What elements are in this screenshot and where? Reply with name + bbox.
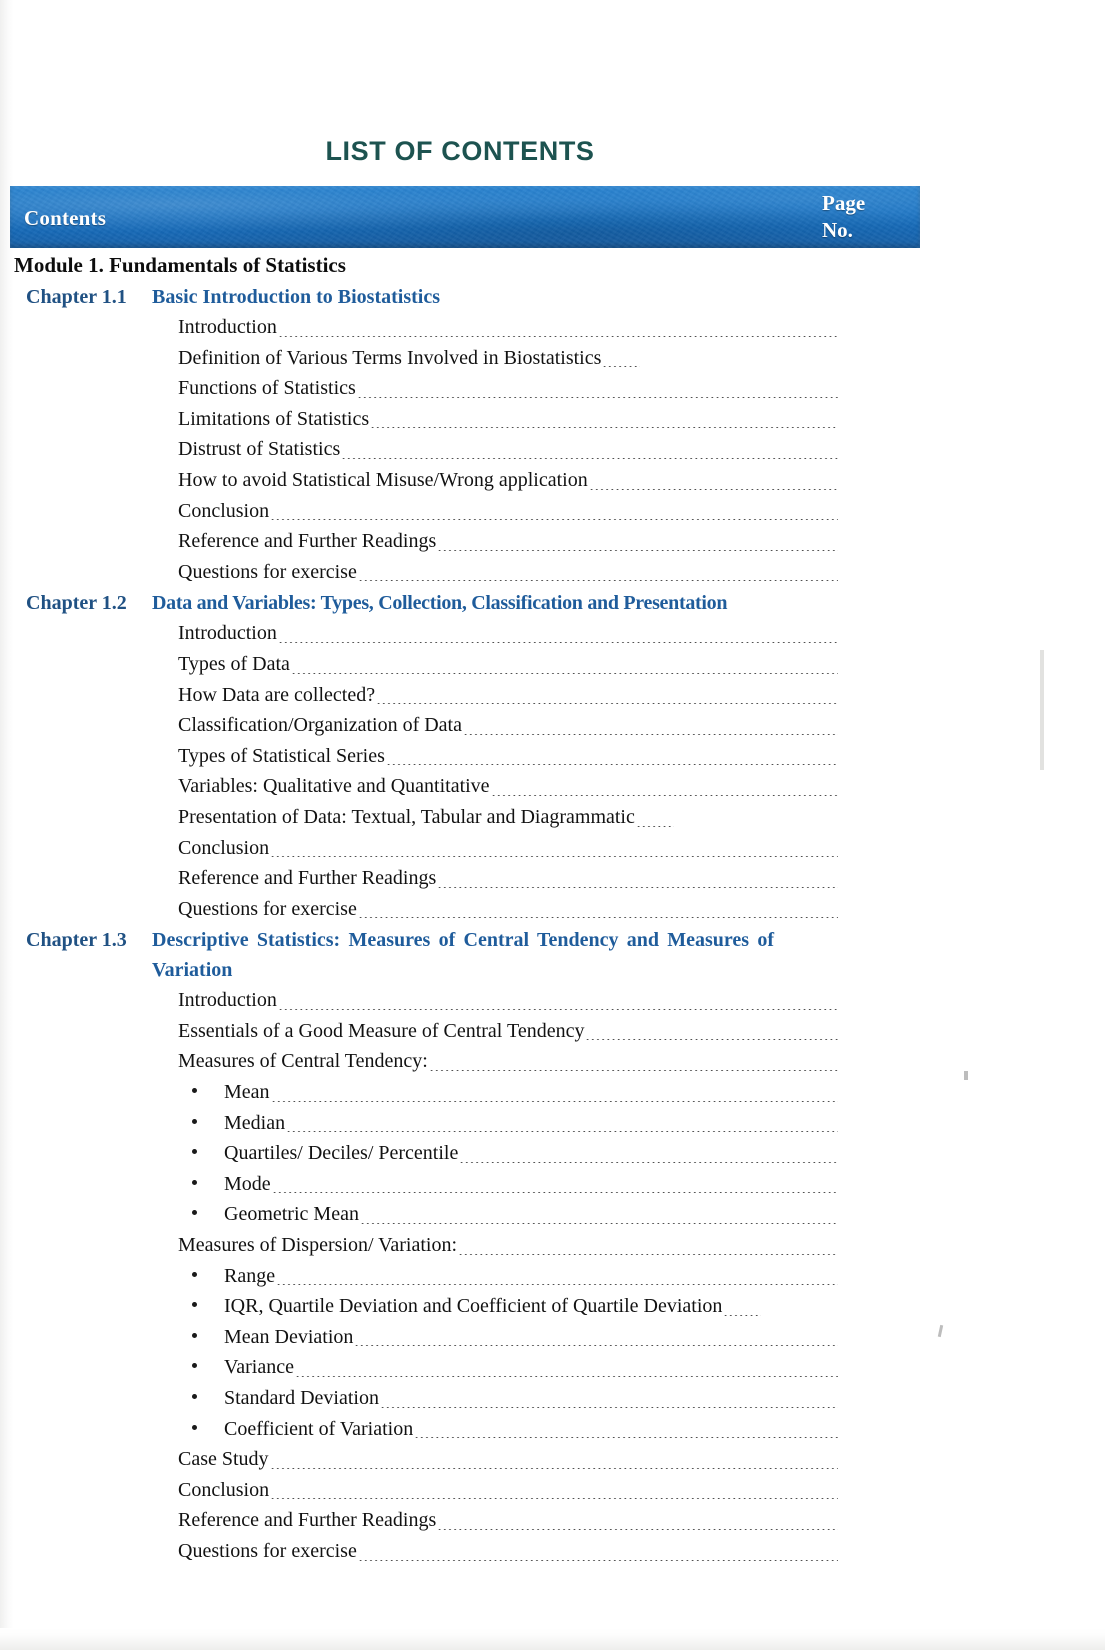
dot-leader — [723, 1315, 761, 1316]
chapter-list — [0, 282, 920, 1567]
dot-leader — [585, 1039, 838, 1040]
toc-entry[interactable] — [178, 1475, 838, 1506]
dot-leader — [276, 1284, 838, 1285]
toc-entry-label: Questions for exercise — [178, 897, 357, 920]
header-band-texture — [10, 186, 920, 248]
toc-sub-entry[interactable] — [178, 1352, 838, 1383]
toc-sub-entry[interactable] — [178, 1322, 838, 1353]
toc-entry-label: Conclusion — [178, 1478, 270, 1501]
dot-leader — [437, 550, 838, 551]
toc-entry-label: Distrust of Statistics — [178, 438, 341, 461]
toc-entry-label: Types of Statistical Series — [178, 744, 385, 767]
dot-leader — [636, 826, 674, 827]
toc-entry-label: Presentation of Data: Textual, Tabular and Diagrammatic — [178, 805, 635, 828]
dot-leader — [602, 366, 640, 367]
dot-leader — [272, 1192, 838, 1193]
toc-sub-entry[interactable] — [178, 1108, 838, 1139]
toc-entry[interactable] — [178, 833, 838, 864]
toc-entry[interactable] — [178, 373, 838, 404]
toc-entry-label: Quartiles/ Deciles/ Percentile — [224, 1142, 459, 1165]
chapter-entry-list — [178, 985, 838, 1566]
bullet-icon — [192, 1149, 197, 1154]
toc-entry-label: Questions for exercise — [178, 560, 357, 583]
toc-entry[interactable] — [178, 894, 838, 925]
chapter-label[interactable]: Chapter 1.1 — [26, 286, 127, 308]
toc-entry-label: Measures of Central Tendency: — [178, 1050, 428, 1073]
toc-entry-label: Classification/Organization of Data — [178, 714, 462, 737]
toc-entry-label: Variables: Qualitative and Quantitative — [178, 775, 490, 798]
bullet-icon — [192, 1210, 197, 1215]
toc-entry[interactable] — [178, 863, 838, 894]
dot-leader — [278, 1009, 838, 1010]
dot-leader — [459, 1162, 838, 1163]
toc-entry-label: Standard Deviation — [224, 1387, 379, 1409]
toc-entry-label: Questions for exercise — [178, 1539, 357, 1562]
toc-entry[interactable] — [178, 343, 838, 374]
toc-entry[interactable] — [178, 1230, 838, 1261]
dot-leader — [270, 519, 838, 520]
toc-entry-label: Conclusion — [178, 499, 270, 522]
dot-leader — [271, 1101, 838, 1102]
toc-entry-label: Types of Data — [178, 652, 290, 675]
toc-sub-entry[interactable] — [178, 1199, 838, 1230]
dot-leader — [437, 887, 838, 888]
header-page-number-label — [822, 190, 912, 244]
dot-leader — [295, 1376, 838, 1377]
toc-entry[interactable] — [178, 771, 838, 802]
toc-entry[interactable] — [178, 710, 838, 741]
chapter-heading-row — [0, 925, 920, 985]
dot-leader — [357, 397, 838, 398]
dot-leader — [270, 856, 838, 857]
chapter-block — [0, 588, 920, 924]
toc-entry-label: Mean Deviation — [224, 1325, 354, 1348]
toc-entry-label: Introduction — [178, 316, 277, 338]
toc-entry[interactable] — [178, 1505, 838, 1536]
toc-entry-label: Mean — [224, 1081, 270, 1104]
toc-sub-entry[interactable] — [178, 1261, 838, 1292]
dot-leader — [354, 1345, 838, 1346]
module-heading: Module 1. Fundamentals of Statistics — [14, 253, 346, 277]
toc-entry[interactable] — [178, 434, 838, 465]
chapter-block — [0, 282, 920, 587]
dot-leader — [278, 642, 838, 643]
chapter-label[interactable]: Chapter 1.3 — [26, 929, 127, 952]
dot-leader — [414, 1437, 838, 1438]
toc-entry-label: Range — [224, 1264, 276, 1287]
chapter-title[interactable]: Basic Introduction to Biostatistics — [152, 286, 440, 308]
chapter-label[interactable]: Chapter 1.2 — [26, 592, 127, 615]
page-title: LIST OF CONTENTS — [325, 136, 595, 166]
bullet-icon — [192, 1333, 197, 1338]
dot-leader — [380, 1407, 838, 1408]
toc-entry-label: Case Study — [178, 1448, 269, 1471]
toc-sub-entry[interactable] — [178, 1383, 838, 1414]
dot-leader — [270, 1468, 838, 1469]
toc-sub-entry[interactable] — [178, 1077, 838, 1108]
chapter-heading-row — [0, 588, 920, 618]
toc-entry-label: Functions of Statistics — [178, 377, 356, 400]
scan-edge-artifact-bottom — [0, 1628, 1105, 1650]
header-page-label-line1: Page — [822, 191, 866, 215]
toc-entry-label: Introduction — [178, 622, 277, 645]
dot-leader — [458, 1254, 838, 1255]
toc-entry[interactable] — [178, 557, 838, 588]
dot-leader — [341, 458, 838, 459]
dot-leader — [437, 1529, 838, 1530]
toc-entry[interactable] — [178, 649, 838, 680]
toc-entry[interactable] — [178, 802, 838, 833]
header-page-label-line2: No. — [822, 218, 853, 242]
toc-entry-label: Mode — [224, 1172, 271, 1195]
dot-leader — [376, 703, 838, 704]
toc-entry-label: Coefficient of Variation — [224, 1417, 414, 1440]
chapter-block — [0, 925, 920, 1566]
dot-leader — [360, 1223, 838, 1224]
toc-entry-label: How Data are collected? — [178, 683, 376, 706]
toc-sub-entry[interactable] — [178, 1414, 838, 1445]
bullet-icon — [192, 1088, 197, 1093]
toc-entry-label: Reference and Further Readings — [178, 867, 437, 890]
bullet-icon — [192, 1180, 197, 1185]
scan-speck — [964, 1071, 968, 1080]
bullet-icon — [192, 1119, 197, 1124]
dot-leader — [291, 673, 838, 674]
chapter-title[interactable]: Data and Variables: Types, Collection, Classification and Presentation — [152, 592, 728, 615]
scan-speck — [938, 1325, 943, 1337]
toc-entry-label: Reference and Further Readings — [178, 1509, 437, 1532]
chapter-heading-row — [0, 282, 920, 312]
scan-fold-artifact — [1040, 650, 1044, 770]
dot-leader — [358, 917, 838, 918]
dot-leader — [429, 1070, 838, 1071]
toc-entry[interactable] — [178, 680, 838, 711]
toc-sub-entry[interactable] — [178, 1291, 838, 1322]
toc-entry[interactable] — [178, 526, 838, 557]
toc-entry[interactable] — [178, 465, 838, 496]
toc-entry[interactable] — [178, 618, 838, 649]
chapter-title[interactable]: Descriptive Statistics: Measures of Central Tendency and Measures of Variation — [152, 929, 774, 982]
toc-sub-entry[interactable] — [178, 1138, 838, 1169]
toc-entry-label: How to avoid Statistical Misuse/Wrong application — [178, 468, 588, 491]
table-of-contents — [0, 250, 920, 1567]
toc-entry[interactable] — [178, 1444, 838, 1475]
toc-entry[interactable] — [178, 404, 838, 435]
toc-entry[interactable] — [178, 1536, 838, 1567]
toc-entry[interactable] — [178, 496, 838, 527]
toc-entry-label: Introduction — [178, 989, 277, 1012]
toc-entry[interactable] — [178, 312, 838, 343]
toc-sub-entry[interactable] — [178, 1169, 838, 1200]
toc-entry[interactable] — [178, 1016, 838, 1047]
toc-entry-label: Measures of Dispersion/ Variation: — [178, 1234, 458, 1257]
chapter-entry-list — [178, 312, 838, 587]
dot-leader — [589, 489, 838, 490]
dot-leader — [358, 1560, 838, 1561]
dot-leader — [358, 580, 838, 581]
dot-leader — [370, 427, 838, 428]
toc-entry-label: Definition of Various Terms Involved in Biostatistics — [178, 346, 602, 369]
chapter-entry-list — [178, 618, 838, 924]
bullet-icon — [192, 1425, 197, 1430]
toc-entry-label: Geometric Mean — [224, 1203, 359, 1226]
toc-entry-label: Essentials of a Good Measure of Central Tendency — [178, 1019, 585, 1042]
toc-entry[interactable] — [178, 1046, 838, 1077]
dot-leader — [463, 734, 838, 735]
dot-leader — [270, 1498, 838, 1499]
toc-entry[interactable] — [178, 985, 838, 1016]
toc-entry-label: Conclusion — [178, 836, 270, 859]
toc-entry[interactable] — [178, 741, 838, 772]
dot-leader — [491, 795, 838, 796]
dot-leader — [386, 764, 838, 765]
toc-entry-label: Limitations of Statistics — [178, 407, 370, 430]
bullet-icon — [192, 1272, 197, 1277]
header-contents-label: Contents — [24, 206, 107, 230]
dot-leader — [286, 1131, 838, 1132]
toc-entry-label: Median — [224, 1111, 286, 1134]
contents-header-band — [10, 186, 920, 248]
bullet-icon — [192, 1394, 197, 1399]
toc-entry-label: IQR, Quartile Deviation and Coefficient of Quartile Deviation — [224, 1295, 723, 1318]
bullet-icon — [192, 1363, 197, 1368]
toc-entry-label: Reference and Further Readings — [178, 530, 437, 553]
toc-entry-label: Variance — [224, 1356, 294, 1379]
bullet-icon — [192, 1302, 197, 1307]
dot-leader — [278, 336, 838, 337]
